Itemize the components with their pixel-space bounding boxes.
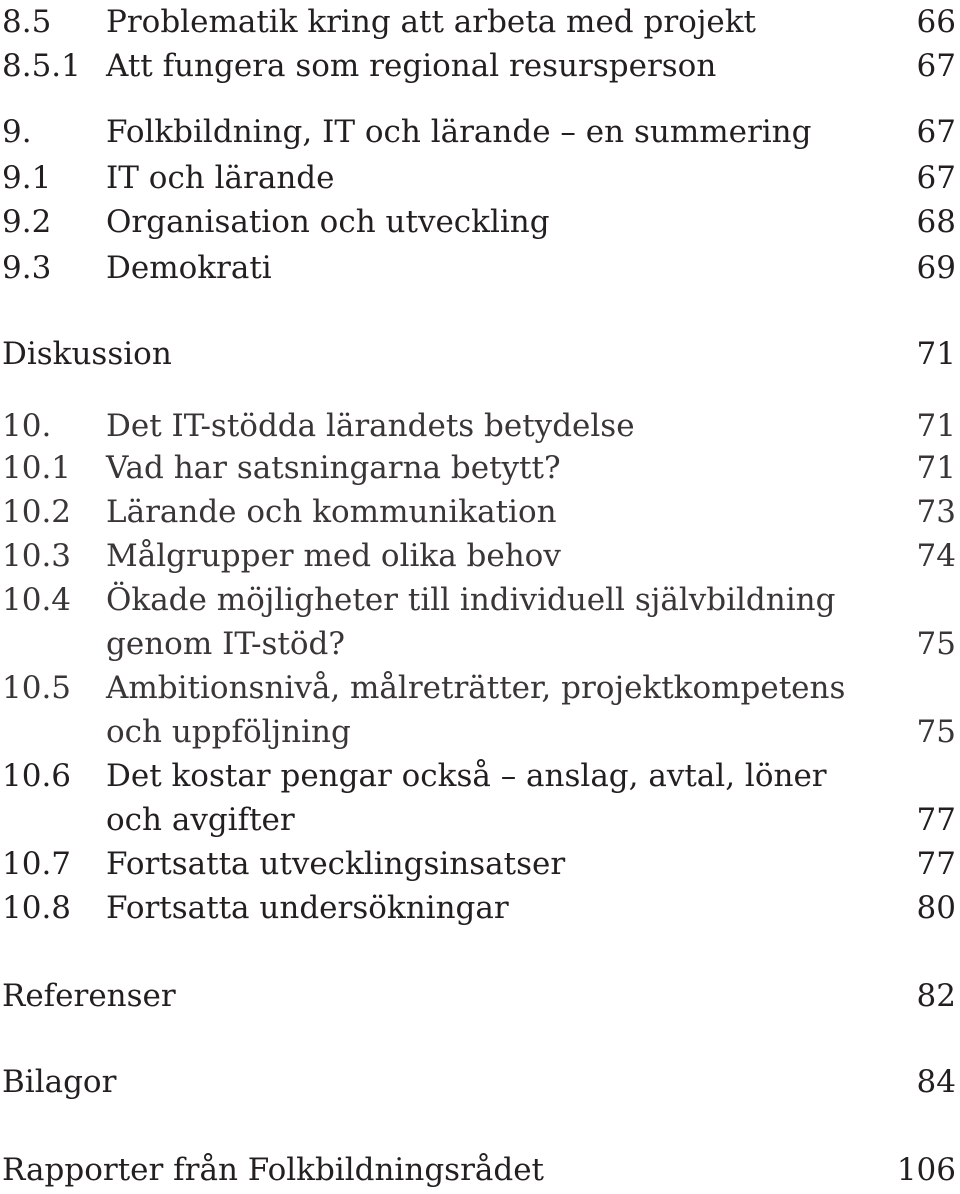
- toc-entry-page: 77: [916, 846, 956, 882]
- toc-entry-title: Ökade möjligheter till individuell självbildning: [106, 582, 836, 618]
- toc-entry-page: 67: [916, 48, 956, 84]
- toc-entry-page: 75: [916, 626, 956, 662]
- toc-entry: [0, 1060, 960, 1104]
- toc-entry-title: Att fungera som regional resursperson: [106, 48, 717, 84]
- toc-entry-title: Det kostar pengar också – anslag, avtal, löner: [106, 758, 827, 794]
- toc-entry-number: 8.5.1: [2, 48, 81, 84]
- toc-entry: [0, 404, 960, 448]
- toc-entry-number: 9.1: [2, 160, 52, 196]
- toc-entry-title: Bilagor: [2, 1064, 117, 1100]
- toc-entry-title: Fortsatta undersökningar: [106, 890, 509, 926]
- toc-entry-page: 68: [916, 204, 956, 240]
- toc-entry-page: 66: [916, 4, 956, 40]
- toc-entry-number: 10.: [2, 408, 52, 444]
- toc-entry-title: och avgifter: [106, 802, 295, 838]
- toc-entry-number: 10.1: [2, 450, 72, 486]
- toc-entry-page: 80: [916, 890, 956, 926]
- toc-entry-title: och uppföljning: [106, 714, 351, 750]
- toc-entry-title: Referenser: [2, 978, 176, 1014]
- toc-entry-title: Diskussion: [2, 336, 172, 372]
- toc-entry: [0, 886, 960, 930]
- toc-entry-continuation: [0, 710, 960, 754]
- toc-entry-title: Lärande och kommunikation: [106, 494, 557, 530]
- toc-entry: [0, 1148, 960, 1192]
- toc-entry-number: 10.8: [2, 890, 72, 926]
- toc-entry-page: 67: [916, 160, 956, 196]
- toc-entry-title: Organisation och utveckling: [106, 204, 550, 240]
- toc-entry: [0, 246, 960, 290]
- toc-entry-number: 8.5: [2, 4, 52, 40]
- toc-entry-page: 77: [916, 802, 956, 838]
- toc-entry-title: Demokrati: [106, 250, 272, 286]
- toc-entry-continuation: [0, 798, 960, 842]
- toc-entry-number: 9.: [2, 114, 32, 150]
- toc-entry-number: 10.6: [2, 758, 72, 794]
- toc-entry-title: Folkbildning, IT och lärande – en summering: [106, 114, 812, 150]
- toc-entry-page: 73: [916, 494, 956, 530]
- toc-entry-page: 106: [896, 1152, 956, 1188]
- toc-entry-page: 75: [916, 714, 956, 750]
- toc-entry: [0, 578, 960, 622]
- toc-entry-title: Målgrupper med olika behov: [106, 538, 561, 574]
- toc-entry-number: 10.3: [2, 538, 72, 574]
- toc-entry-number: 10.7: [2, 846, 72, 882]
- toc-entry: [0, 0, 960, 44]
- toc-entry-title: Fortsatta utvecklingsinsatser: [106, 846, 566, 882]
- toc-entry-page: 74: [916, 538, 956, 574]
- toc-entry: [0, 156, 960, 200]
- toc-entry-title: Rapporter från Folkbildningsrådet: [2, 1152, 545, 1188]
- toc-entry: [0, 490, 960, 534]
- toc-entry: [0, 332, 960, 376]
- toc-entry-page: 71: [916, 336, 956, 372]
- toc-entry: [0, 666, 960, 710]
- toc-entry-title: Vad har satsningarna betytt?: [106, 450, 561, 486]
- toc-entry-title: IT och lärande: [106, 160, 335, 196]
- toc-entry: [0, 44, 960, 88]
- toc-entry-number: 10.4: [2, 582, 72, 618]
- toc-entry: [0, 974, 960, 1018]
- toc-entry: [0, 200, 960, 244]
- toc-entry-title: genom IT-stöd?: [106, 626, 345, 662]
- toc-entry-number: 10.5: [2, 670, 72, 706]
- toc-entry-continuation: [0, 622, 960, 666]
- toc-entry-page: 69: [916, 250, 956, 286]
- toc-entry-page: 67: [916, 114, 956, 150]
- toc-entry-number: 9.3: [2, 250, 52, 286]
- toc-entry-page: 84: [916, 1064, 956, 1100]
- toc-entry-page: 71: [916, 408, 956, 444]
- toc-entry-number: 10.2: [2, 494, 72, 530]
- toc-entry: [0, 754, 960, 798]
- toc-entry-title: Ambitionsnivå, målreträtter, projektkompetens: [106, 670, 846, 706]
- toc-entry-page: 71: [916, 450, 956, 486]
- toc-entry-number: 9.2: [2, 204, 52, 240]
- toc-entry: [0, 110, 960, 154]
- toc-entry: [0, 842, 960, 886]
- toc-entry-title: Det IT-stödda lärandets betydelse: [106, 408, 635, 444]
- toc-entry-title: Problematik kring att arbeta med projekt: [106, 4, 757, 40]
- toc-entry: [0, 446, 960, 490]
- toc-entry-page: 82: [916, 978, 956, 1014]
- toc-entry: [0, 534, 960, 578]
